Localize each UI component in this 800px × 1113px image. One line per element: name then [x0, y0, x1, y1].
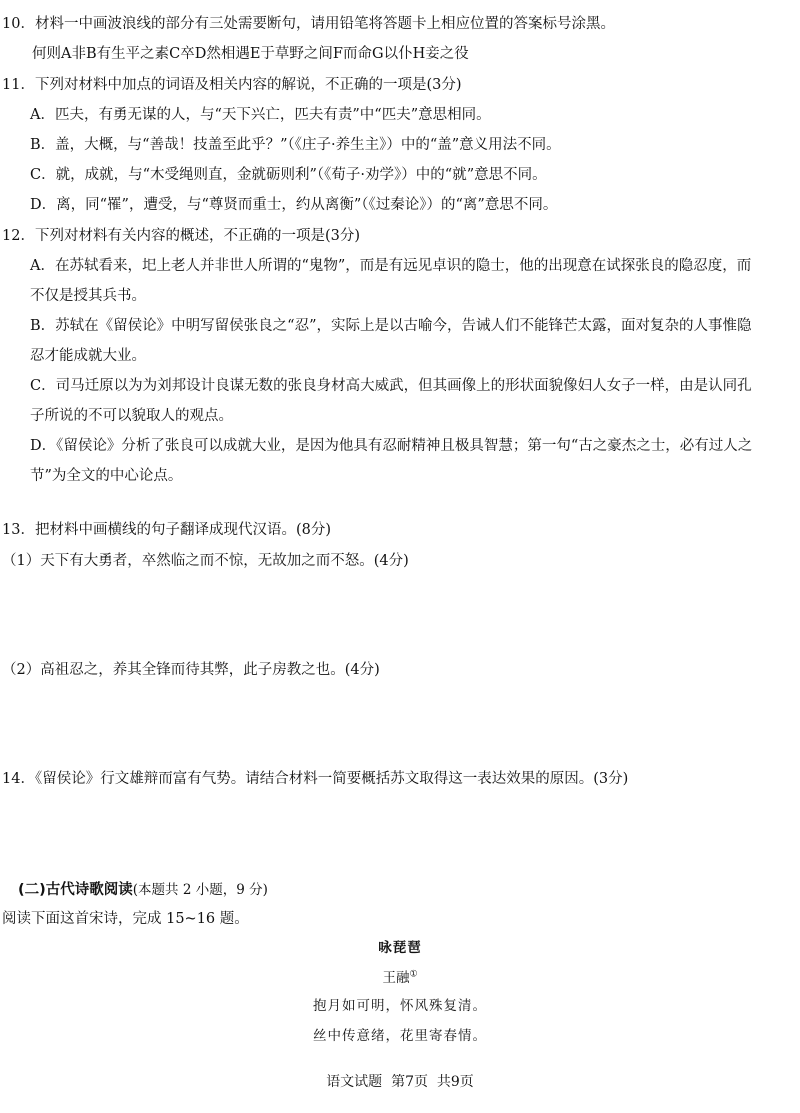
section-heading-note: (本题共 2 小题，9 分) — [132, 882, 268, 898]
q14-stem: 14．《留侯论》行文雄辩而富有气势。请结合材料一简要概括苏文取得这一表达效果的原因。(3分) — [2, 771, 629, 787]
poem-title: 咏琵琶 — [378, 940, 422, 956]
q12-option-b-line1: B．苏轼在《留侯论》中明写留侯张良之“忍”，实际上是以古喻今，告诫人们不能锋芒太露，面对复杂的人事惟隐 — [30, 318, 752, 334]
poem-author — [0, 970, 800, 986]
q12-option-c-line2: 子所说的不可以貌取人的观点。 — [30, 408, 233, 424]
q13-stem: 13．把材料中画横线的句子翻译成现代汉语。(8分) — [2, 522, 331, 538]
q13-sentence-2: （2）高祖忍之，养其全锋而待其弊，此子房教之也。(4分) — [2, 662, 380, 678]
poem-author-name: 王融 — [382, 970, 410, 986]
q11-option-b: B．盖，大概，与“善哉！技盖至此乎？”（《庄子·养生主》）中的“盖”意义用法不同。 — [30, 137, 561, 153]
section-heading — [18, 882, 268, 899]
q11-option-a: A．匹夫，有勇无谋的人，与“天下兴亡，匹夫有责”中“匹夫”意思相同。 — [30, 107, 491, 123]
q11-option-c: C．就，成就，与“木受绳则直，金就砺则利”（《荀子·劝学》）中的“就”意思不同。 — [30, 167, 547, 183]
section-instruction: 阅读下面这首宋诗，完成 15~16 题。 — [2, 911, 249, 927]
section-heading-title: (二)古代诗歌阅读 — [18, 882, 133, 898]
q12-option-a-line2: 不仅是授其兵书。 — [30, 288, 146, 304]
q12-option-a-line1: A．在苏轼看来，圯上老人并非世人所谓的“鬼物”，而是有远见卓识的隐士，他的出现意在试探张良的隐忍度，而 — [30, 258, 752, 274]
q12-option-d-line2: 节”为全文的中心论点。 — [30, 468, 183, 484]
q10-sentence: 何则A非B有生平之素C卒D然相遇E于草野之间F而命G以仆H妾之役 — [32, 46, 469, 62]
page-footer: 语文试题 第7页 共9页 — [326, 1074, 474, 1090]
poem-line-2: 丝中传意绪，花里寄春情。 — [313, 1028, 487, 1044]
q12-option-c-line1: C．司马迁原以为为刘邦设计良谋无数的张良身材高大威武，但其画像上的形状面貌像妇人女子一样，由是认同孔 — [30, 378, 752, 394]
q12-option-d-line1: D．《留侯论》分析了张良可以成就大业，是因为他具有忍耐精神且极具智慧；第一句“古之豪杰之士，必有过人之 — [30, 438, 753, 454]
q12-stem: 12．下列对材料有关内容的概述，不正确的一项是(3分) — [2, 228, 360, 244]
poem-line-1: 抱月如可明，怀风殊复清。 — [313, 998, 487, 1014]
q12-option-b-line2: 忍才能成就大业。 — [30, 348, 146, 364]
q11-stem: 11．下列对材料中加点的词语及相关内容的解说，不正确的一项是(3分) — [2, 77, 462, 93]
footnote-mark: ① — [409, 969, 418, 980]
q11-option-d: D．离，同“罹”，遭受，与“尊贤而重士，约从离衡”（《过秦论》）的“离”意思不同。 — [30, 197, 558, 213]
q13-sentence-1: （1）天下有大勇者，卒然临之而不惊，无故加之而不怒。(4分) — [2, 553, 409, 569]
q10-stem: 10．材料一中画波浪线的部分有三处需要断句，请用铅笔将答题卡上相应位置的答案标号涂黑。 — [2, 16, 615, 32]
